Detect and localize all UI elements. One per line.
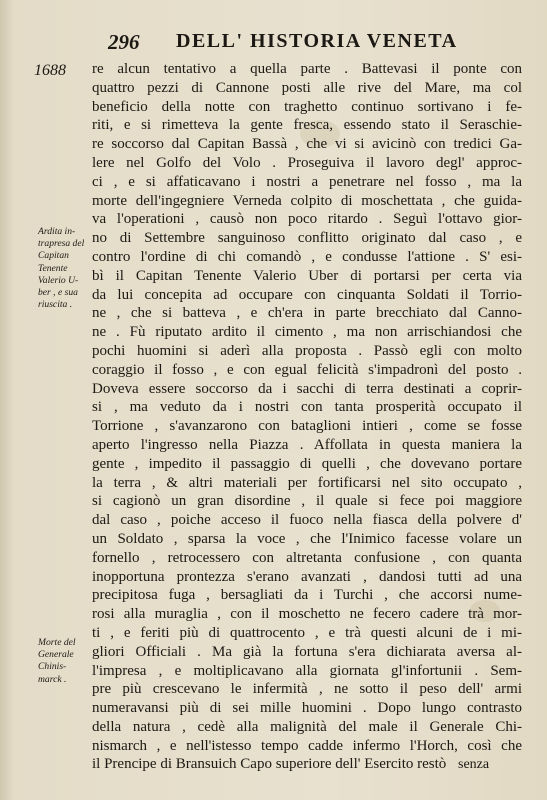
text-line: morte dell'ingegniere Verneda colpito di moschettata , che guida- bbox=[92, 192, 522, 209]
text-line: si cagionò un gran disordine , il quale si fece poi maggiore bbox=[92, 493, 522, 510]
text-line: riti, e si rimetteva la gente fresca, essendo stato il Seraschie- bbox=[92, 117, 522, 134]
text-line: re alcun tentativo a quella parte . Battevasi il ponte con bbox=[92, 61, 522, 77]
text-line: si , ma veduto da i nostri con tanta prosperità occupato il bbox=[92, 399, 522, 416]
text-line: rosi alla muraglia , con il moschetto ne fecero cadere trà mor- bbox=[92, 606, 522, 623]
text-line: dal caso , poiche acceso il fuoco nella fiasca della polvere d' bbox=[92, 512, 522, 529]
text-line: ci , e si affaticavano i nostri a penetrare nel fosso , ma la bbox=[92, 173, 522, 190]
text-line: pochi huomini si aderì alla proposta . Passò egli con molto bbox=[92, 342, 522, 359]
text-line: ne . Fù riputato ardito il cimento , ma non arrischiandosi che bbox=[92, 324, 522, 341]
body-text bbox=[92, 60, 522, 774]
text-line: Doveva essere soccorso da i sacchi di terra destinati a coprir- bbox=[92, 380, 522, 397]
text-line: numeravansi più di sei mille huomini . Dopo lungo contrasto bbox=[92, 700, 522, 717]
text-line: gente , impedito il passaggio di quelli , che dovevano portare bbox=[92, 455, 522, 472]
text-line: no di Settembre sanguinoso conflitto originato dal caso , e bbox=[92, 230, 522, 247]
text-line: precipitosa fuga , bersagliati da i Turchi , che accorsi nume- bbox=[92, 587, 522, 604]
marginal-note-line: Chinis- bbox=[38, 661, 67, 673]
marginal-note-line: Generale bbox=[38, 649, 74, 661]
text-line: un Soldato , sparsa la voce , che l'Inimico facesse volare un bbox=[92, 530, 522, 547]
marginal-note-line: riuscita . bbox=[38, 299, 73, 311]
marginal-note-chinismarck bbox=[38, 637, 96, 686]
text-line: l'impresa , e moltiplicavano alla giornata gl'infortunii . Sem- bbox=[92, 662, 522, 679]
marginal-note-line: ber , e sua bbox=[38, 287, 78, 299]
text-line: gliori Officiali . Ma già la fortuna s'era dichiarata aversa al- bbox=[92, 643, 522, 660]
text-line: il Prencipe di Bransuich Capo superiore dell' Esercito restò bbox=[92, 756, 447, 773]
text-line: la terra , & altri materiali per fortificarsi nel sito occupato , bbox=[92, 474, 522, 491]
text-line: va l'operationi , causò non poco ritardo . Seguì l'ottavo gior- bbox=[92, 211, 522, 228]
text-line: contro l'ordine di chi comandò , e condusse l'attione . S' esi- bbox=[92, 248, 522, 265]
page-header bbox=[108, 30, 458, 56]
text-line: da lui concepita ad occupare con cinquanta Soldati il Torrio- bbox=[92, 286, 522, 303]
text-line: della natura , cedè alla malignità del male il Generale Chi- bbox=[92, 718, 522, 735]
text-line: ti , e feriti più di quattrocento , e trà questi alcuni de i mi- bbox=[92, 624, 522, 641]
text-line: fornello , retrocessero con altretanta confusione , con quanta bbox=[92, 549, 522, 566]
page-number: 296 bbox=[108, 30, 140, 54]
marginal-note-line: Capitan bbox=[38, 250, 69, 262]
marginal-note-line: marck . bbox=[38, 673, 67, 685]
text-line: coraggio il fosso , e con egual felicità s'impadronì del posto . bbox=[92, 361, 522, 378]
text-line: quattro pezzi di Cannone posti alle rive del Mare, ma col bbox=[92, 79, 522, 96]
text-line: inopportuna prontezza s'erano avanzati , dandosi tutti ad una bbox=[92, 568, 522, 585]
year-marginal: 1688 bbox=[34, 62, 66, 79]
text-line: beneficio della notte con traghetto continuo sortivano i fe- bbox=[92, 98, 522, 115]
marginal-note-line: Tenente bbox=[38, 262, 68, 274]
text-line: pre più crescevano le infermità , ne sotto il peso dell' armi bbox=[92, 681, 522, 698]
marginal-note-line: Morte del bbox=[38, 637, 76, 648]
text-line: aperto l'ingresso nella Piazza . Affollata in questa maniera la bbox=[92, 436, 522, 453]
catchword: senza bbox=[458, 757, 490, 772]
text-line: re soccorso dal Capitan Bassà , che vi si avicinò con tredici Ga- bbox=[92, 136, 522, 153]
text-line: Torrione , s'avanzarono con bataglioni intieri , come se fosse bbox=[92, 418, 522, 435]
marginal-note-valerio-uber bbox=[38, 226, 96, 311]
text-line: nismarch , e nell'istesso tempo cadde infermo l'Horch, così che bbox=[92, 737, 522, 754]
marginal-note-line: Ardita in- bbox=[38, 226, 76, 237]
marginal-note-line: trapresa del bbox=[38, 238, 85, 250]
running-title: DELL' HISTORIA VENETA bbox=[176, 30, 458, 52]
text-line: bì il Capitan Tenente Valerio Uber di portarsi per certa via bbox=[92, 267, 522, 284]
text-line: lere nel Golfo del Volo . Proseguiva il lavoro degl' approc- bbox=[92, 154, 522, 171]
text-line: ne , che si batteva , e ch'era in parte brecchiato dal Canno- bbox=[92, 305, 522, 322]
marginal-note-line: Valerio U- bbox=[38, 274, 79, 286]
